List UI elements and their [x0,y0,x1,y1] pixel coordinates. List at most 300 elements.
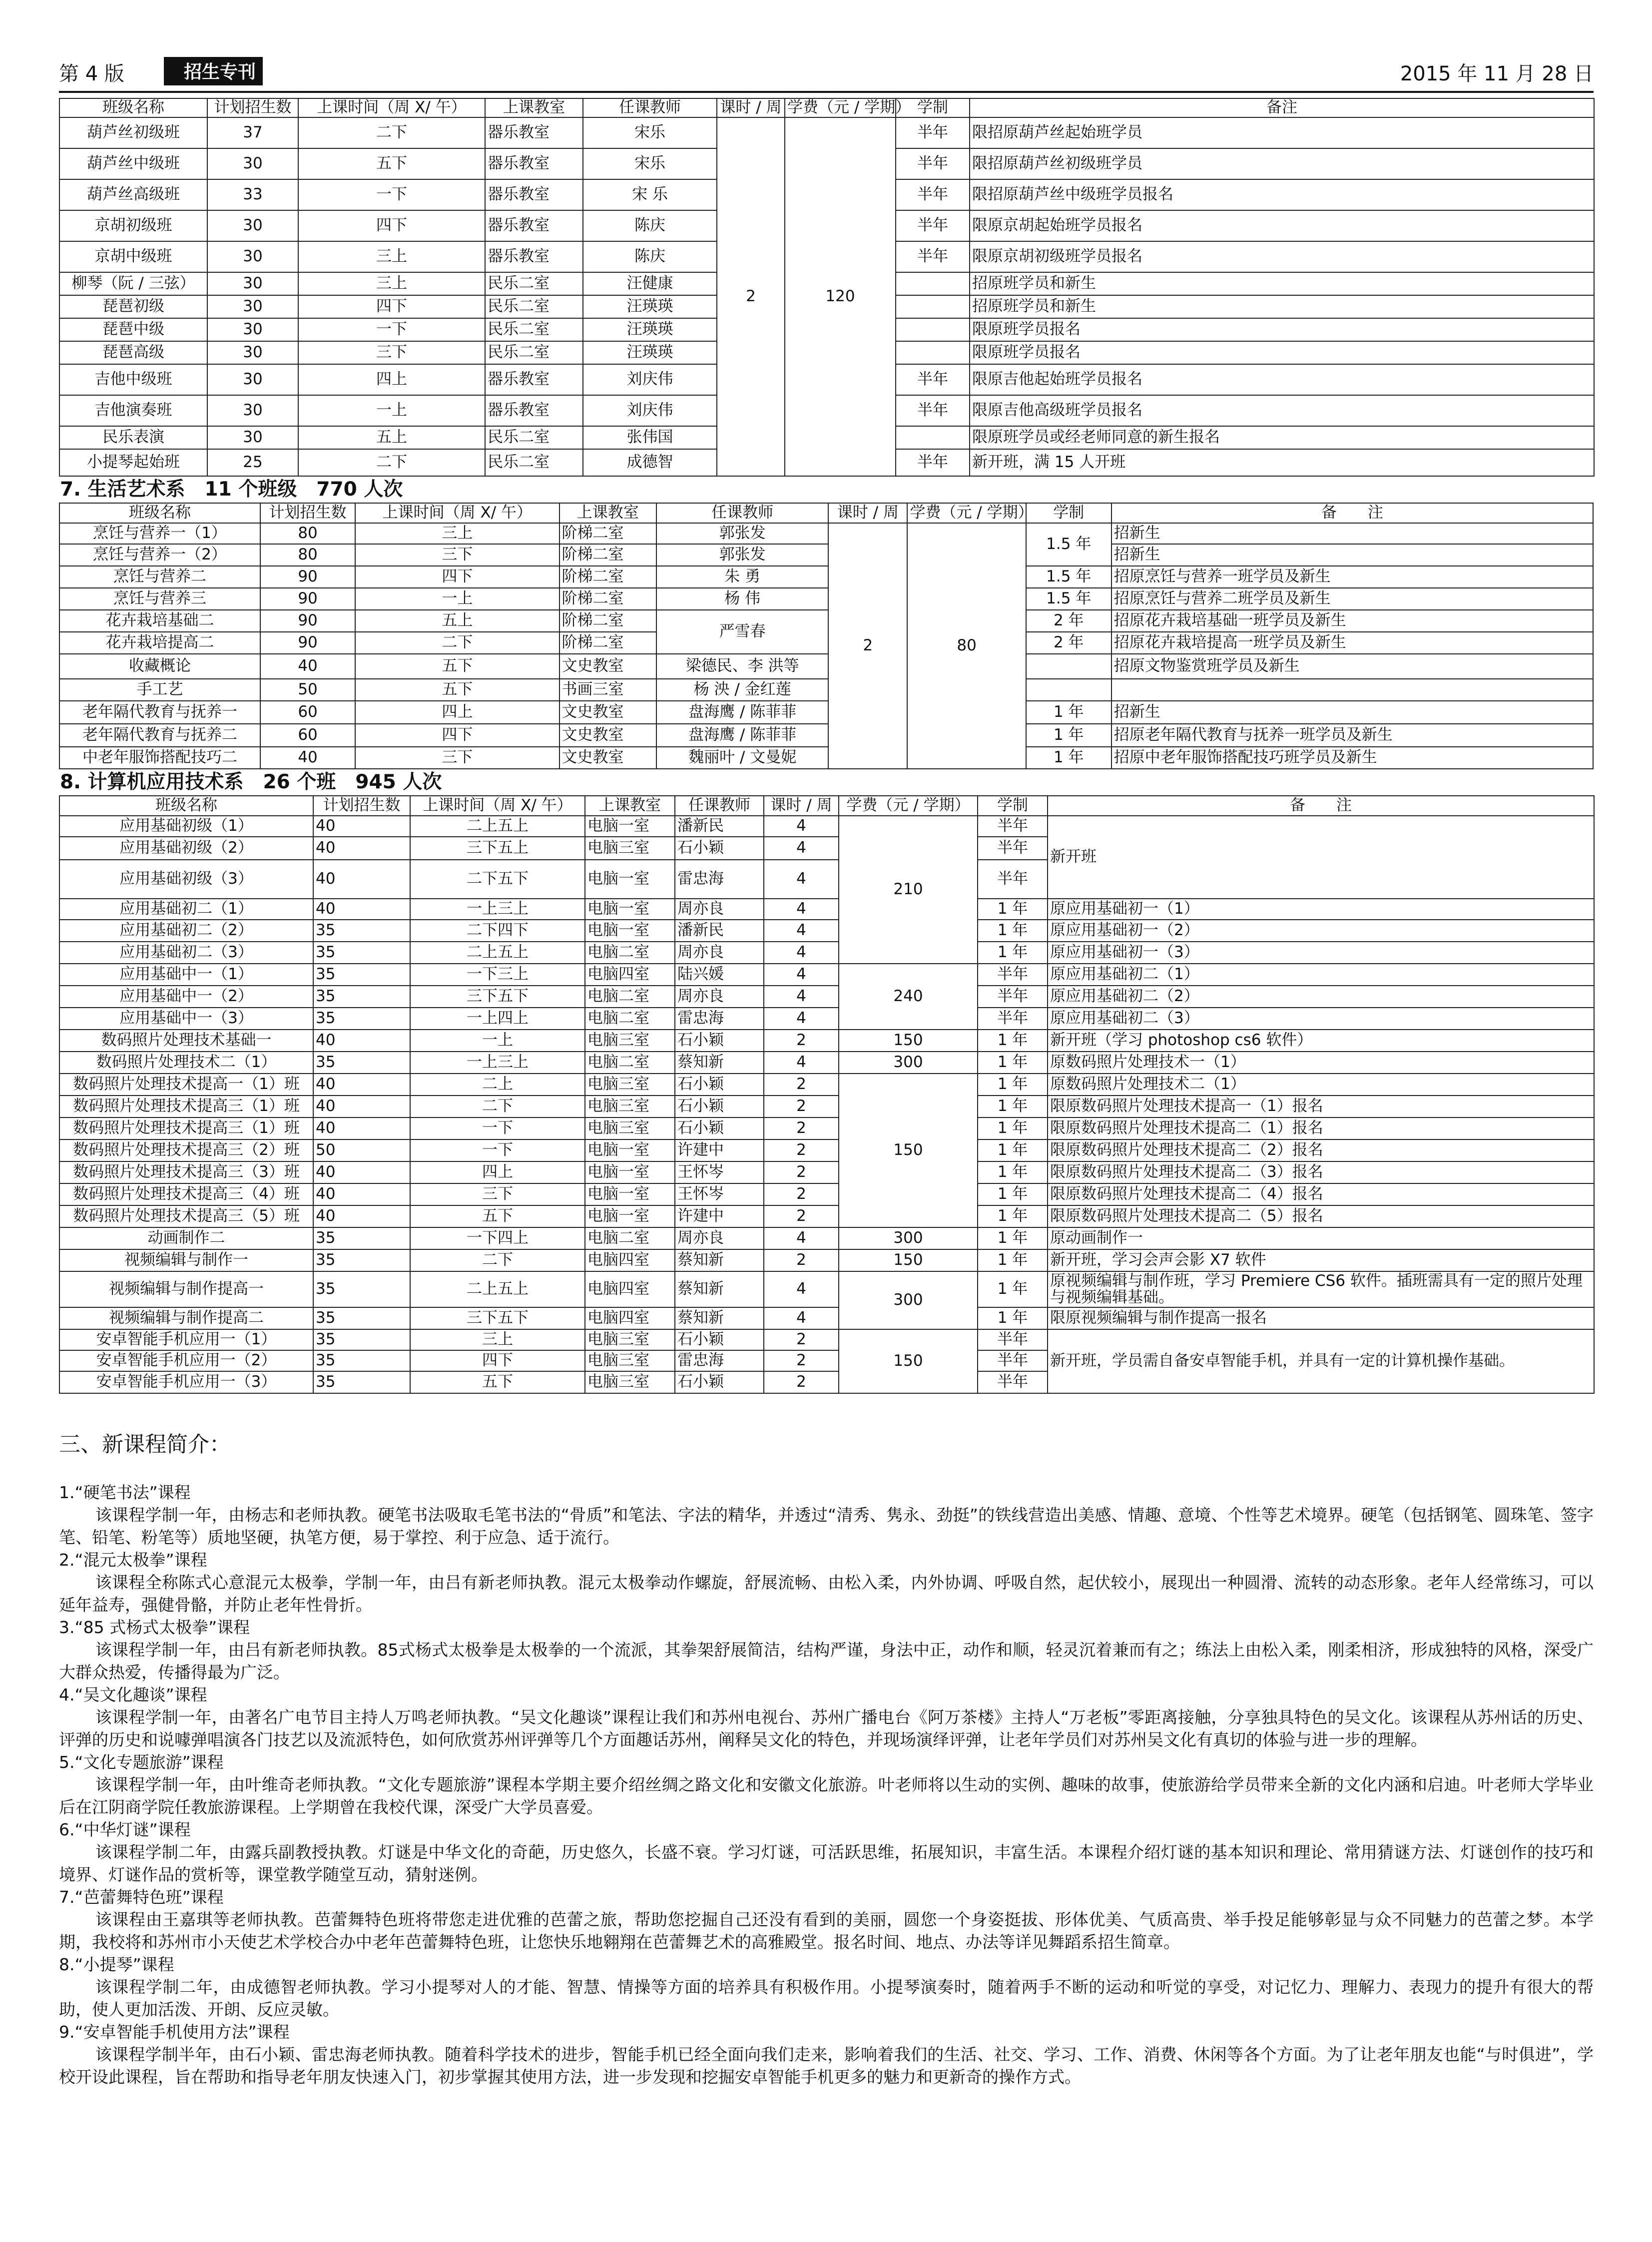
teacher: 盘海鹰 / 陈菲菲 [656,724,828,747]
enrollment: 40 [313,1074,410,1096]
class-name: 京胡中级班 [59,241,207,272]
course-title: 2.“混元太极拳”课程 [59,1550,207,1570]
schedule: 三下 [410,1183,585,1205]
schedule: 二下四下 [410,920,585,942]
duration: 1.5 年 [1026,588,1111,610]
enrollment: 40 [313,1161,410,1183]
table-row [59,942,1594,964]
enrollment: 35 [313,964,410,986]
schedule: 四上 [410,1161,585,1183]
schedule: 五下 [355,654,559,679]
teacher: 石小颖 [675,1096,764,1118]
class-name: 花卉栽培基础二 [59,610,260,632]
enrollment: 40 [313,816,410,837]
table-row [59,679,1593,701]
classroom: 电脑四室 [585,1249,675,1271]
duration: 1 年 [978,1096,1048,1118]
hours-per-week: 4 [764,860,839,899]
enrollment: 80 [260,544,355,566]
schedule: 三下五下 [410,986,585,1008]
classroom: 器乐教室 [485,148,583,179]
course-intro [59,1481,1594,1549]
hours-per-week: 4 [764,899,839,920]
header-row [59,98,1594,117]
enrollment: 60 [260,724,355,747]
enrollment: 80 [260,523,355,544]
course-title: 5.“文化专题旅游”课程 [59,1752,224,1772]
duration [896,341,970,364]
duration: 半年 [978,1008,1048,1030]
duration: 半年 [896,449,970,476]
teacher: 盘海鹰 / 陈菲菲 [656,701,828,724]
enrollment: 40 [313,1096,410,1118]
table-row [59,1139,1594,1161]
tuition: 240 [839,964,978,1030]
classroom: 民乐二室 [485,318,583,341]
table-row [59,117,1594,148]
column-header: 课时 / 周 [764,796,839,816]
schedule: 三下 [355,747,559,769]
schedule: 三下五上 [410,837,585,860]
column-header: 任课教师 [656,503,828,523]
class-name: 吉他中级班 [59,364,207,395]
classroom: 文史教室 [559,747,657,769]
enrollment: 40 [313,1183,410,1205]
schedule: 二上 [410,1074,585,1096]
table-row [59,610,1593,632]
enrollment: 90 [260,632,355,654]
tuition: 150 [839,1249,978,1271]
schedule: 四下 [298,210,485,241]
schedule: 五下 [298,148,485,179]
class-name: 应用基础初二（2） [59,920,313,942]
enrollment: 30 [207,426,298,449]
duration: 半年 [896,148,970,179]
header-rule [59,91,1594,93]
header-row [59,796,1594,816]
teacher: 陆兴媛 [675,964,764,986]
class-name: 数码照片处理技术提高三（3）班 [59,1161,313,1183]
class-name: 应用基础初二（3） [59,942,313,964]
enrollment: 33 [207,179,298,210]
computer-table [59,795,1595,1394]
duration: 1 年 [1026,724,1111,747]
classroom: 电脑一室 [585,899,675,920]
column-header: 任课教师 [583,98,717,117]
schedule: 三上 [410,1329,585,1350]
life-arts-table [59,503,1594,769]
duration: 1 年 [978,1052,1048,1074]
classroom: 阶梯二室 [559,632,657,654]
table-row [59,1118,1594,1139]
duration: 1 年 [978,1227,1048,1249]
remarks: 限原数码照片处理技术提高一（1）报名 [1048,1096,1594,1118]
teacher: 蔡知新 [675,1052,764,1074]
class-name: 小提琴起始班 [59,449,207,476]
classroom: 电脑一室 [585,860,675,899]
classroom: 电脑二室 [585,986,675,1008]
class-name: 京胡初级班 [59,210,207,241]
remarks: 原应用基础初一（3） [1048,942,1594,964]
class-name: 葫芦丝高级班 [59,179,207,210]
enrollment: 30 [207,295,298,318]
classroom: 阶梯二室 [559,544,657,566]
teacher: 石小颖 [675,1371,764,1393]
duration: 半年 [978,1329,1048,1350]
schedule: 四上 [355,701,559,724]
enrollment: 50 [260,679,355,701]
schedule: 一下 [298,179,485,210]
classroom: 电脑四室 [585,1307,675,1329]
duration: 半年 [978,837,1048,860]
column-header: 学费（元 / 学期） [907,503,1026,523]
hours-per-week: 4 [764,964,839,986]
course-title: 7.“芭蕾舞特色班”课程 [59,1887,224,1907]
remarks: 新开班（学习 photoshop cs6 软件） [1048,1030,1594,1052]
schedule: 一下 [298,318,485,341]
course-intro [59,1751,1594,1818]
schedule: 二上五上 [410,816,585,837]
remarks: 限原班学员或经老师同意的新生报名 [970,426,1594,449]
course-intro [59,1953,1594,2021]
teacher: 周亦良 [675,942,764,964]
remarks: 招新生 [1111,544,1593,566]
teacher: 周亦良 [675,1227,764,1249]
class-name: 手工艺 [59,679,260,701]
classroom: 民乐二室 [485,295,583,318]
tuition: 150 [839,1074,978,1227]
course-description: 该课程学制一年，由吕有新老师执教。85式杨式太极拳是太极拳的一个流派，其拳架舒展简洁，结构严谨，身法中正，动作和顺，轻灵沉着兼而有之；练法上由松入柔，刚柔相济，形成独特的风格，深受广大群众热爱，传播得最为广泛。 [59,1640,1594,1682]
column-header: 任课教师 [675,796,764,816]
hours-per-week: 2 [764,1030,839,1052]
issue-date: 2015 年 11 月 28 日 [1400,62,1594,85]
class-name: 烹饪与营养三 [59,588,260,610]
page [59,54,1594,2088]
section-title-computer: 8. 计算机应用技术系 26 个班 945 人次 [60,771,442,793]
table-row [59,816,1594,837]
teacher: 许建中 [675,1139,764,1161]
course-intro [59,2021,1594,2088]
duration: 1 年 [978,920,1048,942]
enrollment: 90 [260,588,355,610]
classroom: 电脑二室 [585,1052,675,1074]
classroom: 器乐教室 [485,241,583,272]
course-title: 1.“硬笔书法”课程 [59,1483,191,1502]
duration: 1 年 [978,1271,1048,1307]
remarks: 限原数码照片处理技术提高二（3）报名 [1048,1161,1594,1183]
duration: 半年 [978,964,1048,986]
class-name: 中老年服饰搭配技巧二 [59,747,260,769]
hours-per-week: 2 [764,1249,839,1271]
teacher: 梁德民、李 洪等 [656,654,828,679]
remarks: 限原班学员报名 [970,341,1594,364]
course-description: 该课程学制一年，由著名广电节目主持人万鸣老师执教。“吴文化趣谈”课程让我们和苏州电视台、苏州广播电台《阿万茶楼》主持人“万老板”零距离接触，分享独具特色的吴文化。该课程从苏州话的历史、评弹的历史和说噱弹唱演各门技艺以及流派特色，如何欣赏苏州评弹等几个方面趣话苏州，阐释吴文化的特色，并现场演绎评弹，让老年学员们对苏州吴文化有真切的体验与进一步的理解。 [59,1707,1594,1749]
duration: 2 年 [1026,610,1111,632]
hours-per-week: 2 [828,523,907,769]
remarks: 新开班，学员需自备安卓智能手机，并具有一定的计算机操作基础。 [1048,1329,1594,1393]
remarks: 限招原葫芦丝初级班学员 [970,148,1594,179]
classroom: 文史教室 [559,654,657,679]
course-intro [59,1683,1594,1751]
classroom: 电脑三室 [585,1371,675,1393]
teacher: 刘庆伟 [583,395,717,426]
schedule: 一下三上 [410,964,585,986]
teacher: 汪瑛瑛 [583,318,717,341]
teacher: 宋乐 [583,117,717,148]
hours-per-week: 4 [764,942,839,964]
column-header: 上课时间（周 X/ 午） [298,98,485,117]
table-row [59,1052,1594,1074]
teacher: 朱 勇 [656,566,828,588]
classroom: 电脑二室 [585,1227,675,1249]
header-row [59,503,1593,523]
remarks: 限原京胡起始班学员报名 [970,210,1594,241]
section-tag: 招生专刊 [164,57,263,85]
tuition: 300 [839,1271,978,1329]
tuition: 150 [839,1030,978,1052]
duration: 1 年 [978,1249,1048,1271]
teacher: 蔡知新 [675,1249,764,1271]
column-header: 备 注 [1048,796,1594,816]
column-header: 学制 [1026,503,1111,523]
hours-per-week: 4 [764,1052,839,1074]
course-title: 3.“85 式杨式太极拳”课程 [59,1618,250,1637]
classroom: 电脑三室 [585,837,675,860]
hours-per-week: 4 [764,1008,839,1030]
duration: 半年 [978,1350,1048,1371]
schedule: 二下 [410,1096,585,1118]
remarks: 原应用基础初二（1） [1048,964,1594,986]
duration: 1 年 [1026,701,1111,724]
classroom: 器乐教室 [485,364,583,395]
duration: 1 年 [978,1030,1048,1052]
enrollment: 35 [313,920,410,942]
section-title-life-arts: 7. 生活艺术系 11 个班级 770 人次 [60,478,403,501]
course-intro-list [59,1481,1594,2088]
column-header: 计划招生数 [207,98,298,117]
duration: 1 年 [978,1139,1048,1161]
classroom: 器乐教室 [485,117,583,148]
schedule: 二上五上 [410,1271,585,1307]
remarks: 招原花卉栽培基础一班学员及新生 [1111,610,1593,632]
teacher: 刘庆伟 [583,364,717,395]
classroom: 民乐二室 [485,449,583,476]
column-header: 上课教室 [559,503,657,523]
classroom: 电脑三室 [585,1350,675,1371]
schedule: 一上 [410,1030,585,1052]
enrollment: 30 [207,395,298,426]
teacher: 蔡知新 [675,1307,764,1329]
enrollment: 35 [313,1350,410,1371]
teacher: 郭张发 [656,523,828,544]
column-header: 课时 / 周 [828,503,907,523]
classroom: 器乐教室 [485,210,583,241]
duration [1026,679,1111,701]
hours-per-week: 2 [764,1139,839,1161]
classroom: 文史教室 [559,724,657,747]
class-name: 数码照片处理技术提高三（1）班 [59,1118,313,1139]
remarks: 原应用基础初一（2） [1048,920,1594,942]
duration [896,318,970,341]
enrollment: 40 [313,837,410,860]
enrollment: 35 [313,942,410,964]
teacher: 许建中 [675,1205,764,1227]
table-row [59,566,1593,588]
schedule: 一上三上 [410,899,585,920]
class-name: 葫芦丝中级班 [59,148,207,179]
classroom: 电脑一室 [585,816,675,837]
schedule: 四下 [410,1350,585,1371]
duration: 1 年 [1026,747,1111,769]
remarks: 招原班学员和新生 [970,295,1594,318]
music-classes-table [59,98,1595,477]
table-row [59,1329,1594,1350]
schedule: 三下 [298,341,485,364]
class-name: 琵琶高级 [59,341,207,364]
course-intro [59,1616,1594,1683]
schedule: 一上三上 [410,1052,585,1074]
classroom: 阶梯二室 [559,610,657,632]
teacher: 蔡知新 [675,1271,764,1307]
duration: 1 年 [978,899,1048,920]
enrollment: 35 [313,1271,410,1307]
table-row [59,654,1593,679]
duration [1026,654,1111,679]
duration: 半年 [978,816,1048,837]
enrollment: 35 [313,1371,410,1393]
course-description: 该课程全称陈式心意混元太极拳，学制一年，由吕有新老师执教。混元太极拳动作螺旋，舒展流畅、由松入柔，内外协调、呼吸自然，起伏较小，展现出一种圆滑、流转的动态形象。老年人经常练习，可以延年益寿，强健骨骼，并防止老年性骨折。 [59,1573,1594,1615]
page-header [59,54,1594,85]
schedule: 五下 [355,679,559,701]
column-header: 上课时间（周 X/ 午） [355,503,559,523]
tuition: 210 [839,816,978,964]
class-name: 琵琶初级 [59,295,207,318]
class-name: 数码照片处理技术基础一 [59,1030,313,1052]
teacher: 石小颖 [675,1118,764,1139]
class-name: 收藏概论 [59,654,260,679]
enrollment: 37 [207,117,298,148]
enrollment: 90 [260,566,355,588]
course-title: 9.“安卓智能手机使用方法”课程 [59,2022,290,2042]
hours-per-week: 4 [764,1227,839,1249]
schedule: 四下 [355,566,559,588]
classroom: 电脑一室 [585,1183,675,1205]
schedule: 三上 [298,272,485,295]
teacher: 王怀岑 [675,1161,764,1183]
hours-per-week: 4 [764,986,839,1008]
remarks: 招原班学员和新生 [970,272,1594,295]
column-header: 班级名称 [59,796,313,816]
table-row [59,964,1594,986]
remarks: 原数码照片处理技术二（1） [1048,1074,1594,1096]
table-row [59,1074,1594,1096]
schedule: 三下 [355,544,559,566]
teacher: 宋乐 [583,148,717,179]
remarks: 限招原葫芦丝起始班学员 [970,117,1594,148]
schedule: 五上 [298,426,485,449]
table-row [59,1008,1594,1030]
class-name: 安卓智能手机应用一（2） [59,1350,313,1371]
schedule: 二下五下 [410,860,585,899]
schedule: 四下 [355,724,559,747]
classroom: 器乐教室 [485,395,583,426]
remarks: 新开班 [1048,816,1594,899]
enrollment: 35 [313,1329,410,1350]
duration [896,295,970,318]
teacher: 汪瑛瑛 [583,295,717,318]
duration: 半年 [896,395,970,426]
enrollment: 30 [207,272,298,295]
table-row [59,986,1594,1008]
enrollment: 40 [260,747,355,769]
classroom: 电脑三室 [585,1096,675,1118]
remarks: 原数码照片处理技术一（1） [1048,1052,1594,1074]
intro-heading: 三、新课程简介： [59,1432,231,1457]
teacher: 成德智 [583,449,717,476]
tuition: 120 [785,117,896,476]
duration: 1 年 [978,1074,1048,1096]
hours-per-week: 2 [764,1329,839,1350]
hours-per-week: 2 [764,1161,839,1183]
duration: 半年 [978,860,1048,899]
class-name: 民乐表演 [59,426,207,449]
column-header: 备 注 [1111,503,1593,523]
class-name: 柳琴（阮 / 三弦） [59,272,207,295]
schedule: 一下 [410,1139,585,1161]
duration: 半年 [896,210,970,241]
schedule: 五下 [410,1371,585,1393]
hours-per-week: 4 [764,837,839,860]
remarks: 限原京胡初级班学员报名 [970,241,1594,272]
class-name: 数码照片处理技术二（1） [59,1052,313,1074]
class-name: 应用基础初级（2） [59,837,313,860]
duration: 半年 [978,986,1048,1008]
schedule: 五下 [410,1205,585,1227]
schedule: 二下 [298,117,485,148]
class-name: 数码照片处理技术提高三（1）班 [59,1096,313,1118]
classroom: 民乐二室 [485,272,583,295]
class-name: 视频编辑与制作一 [59,1249,313,1271]
column-header: 上课时间（周 X/ 午） [410,796,585,816]
enrollment: 35 [313,1227,410,1249]
enrollment: 40 [313,1030,410,1052]
classroom: 电脑二室 [585,1008,675,1030]
column-header: 学费（元 / 学期） [839,796,978,816]
class-name: 葫芦丝初级班 [59,117,207,148]
teacher: 周亦良 [675,899,764,920]
teacher: 潘新民 [675,816,764,837]
remarks: 招原中老年服饰搭配技巧班学员及新生 [1111,747,1593,769]
tuition: 80 [907,523,1026,769]
remarks: 限原班学员报名 [970,318,1594,341]
enrollment: 35 [313,1052,410,1074]
duration [896,426,970,449]
remarks: 限原吉他高级班学员报名 [970,395,1594,426]
remarks: 原动画制作一 [1048,1227,1594,1249]
classroom: 器乐教室 [485,179,583,210]
hours-per-week: 2 [764,1205,839,1227]
classroom: 电脑三室 [585,1074,675,1096]
class-name: 数码照片处理技术提高一（1）班 [59,1074,313,1096]
remarks: 限原视频编辑与制作提高一报名 [1048,1307,1594,1329]
table-row [59,724,1593,747]
teacher: 雷忠海 [675,1008,764,1030]
course-title: 8.“小提琴”课程 [59,1955,174,1974]
enrollment: 30 [207,241,298,272]
enrollment: 30 [207,364,298,395]
table-row [59,747,1593,769]
teacher: 魏丽叶 / 文曼妮 [656,747,828,769]
